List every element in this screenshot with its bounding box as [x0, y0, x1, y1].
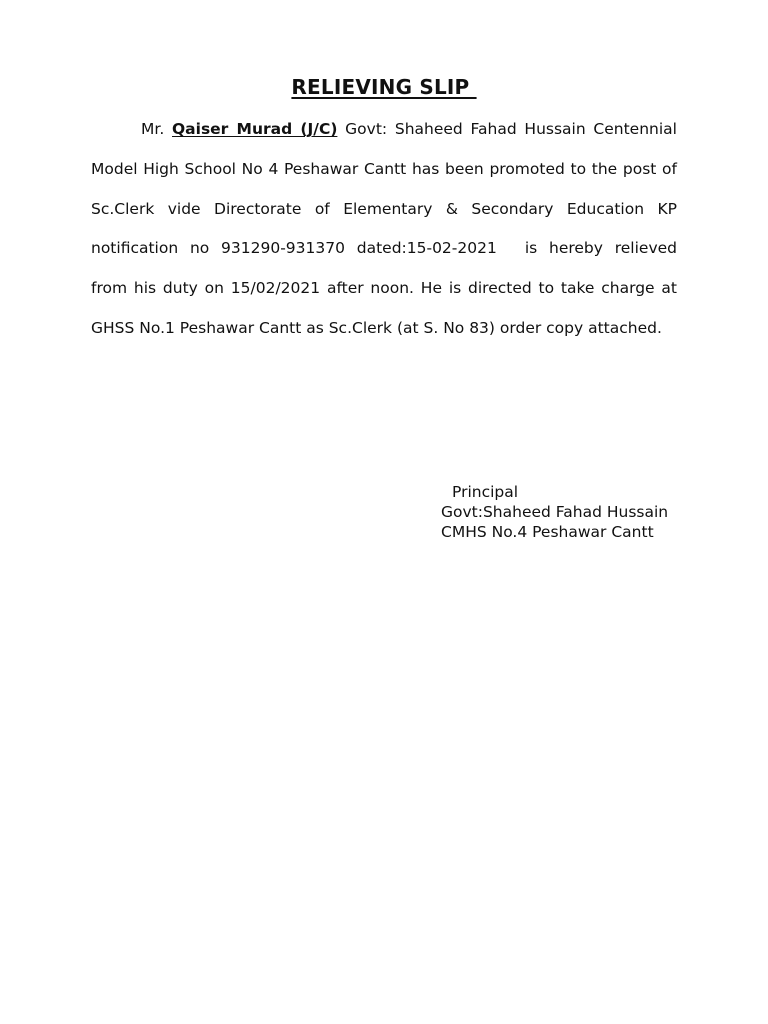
- body-paragraph: [91, 110, 677, 349]
- signature-line-2: CMHS No.4 Peshawar Cantt: [441, 523, 654, 541]
- employee-name: Qaiser Murad (J/C): [172, 120, 338, 138]
- document-title: [0, 73, 768, 101]
- signature-line-1: Govt:Shaheed Fahad Hussain: [441, 503, 669, 521]
- body-text-part1: Govt: Shaheed Fahad Hussain Centennial Model High School No 4 Peshawar Cantt has been promoted to the post of Sc.Clerk vide Directorate of Elementary & Secondary Education KP notification no 931290-931370 dated:15-02-2021: [91, 120, 677, 258]
- signature-block: [441, 482, 668, 542]
- signature-role: Principal: [452, 483, 519, 501]
- title-text: RELIEVING SLIP: [291, 75, 477, 99]
- body-text-part2: is hereby relieved from his duty on 15/02/2021 after noon. He is directed to take charge at GHSS No.1 Peshawar Cantt as Sc.Clerk (at S. No 83) order copy attached.: [91, 239, 677, 337]
- salutation-text: Mr.: [141, 120, 172, 138]
